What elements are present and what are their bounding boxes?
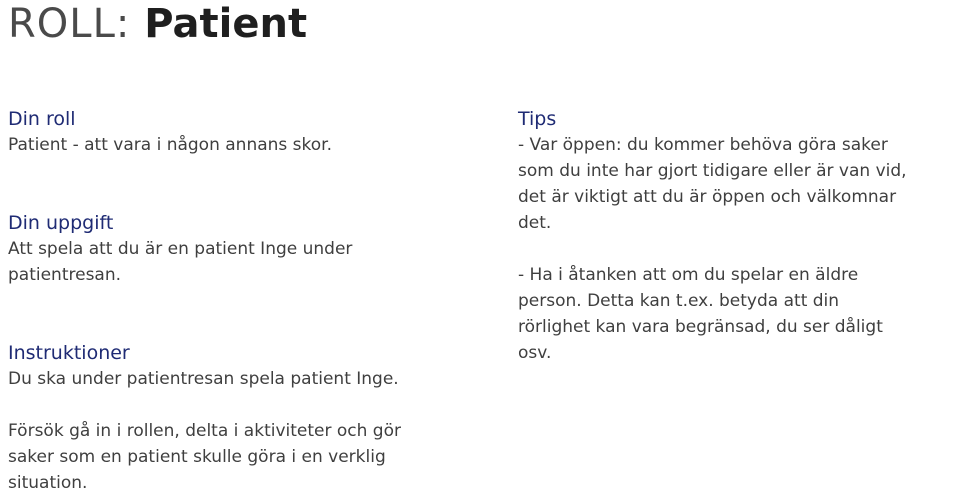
- role-note-line1: Försök gå in i rollen, delta i aktiviteter och gör: [8, 421, 401, 441]
- tip-elderly-line4: osv.: [518, 343, 552, 363]
- page-title: [8, 2, 307, 46]
- tip-open-line4: det.: [518, 213, 552, 233]
- role-note: [8, 418, 478, 496]
- role-note-line2: saker som en patient skulle göra i en verklig: [8, 447, 386, 467]
- tip-elderly-line2: person. Detta kan t.ex. betyda att din: [518, 291, 840, 311]
- tip-elderly-line1: - Ha i åtanken att om du spelar en äldre: [518, 265, 859, 285]
- tip-item-elderly: [518, 262, 948, 366]
- tip-open-line1: - Var öppen: du kommer behöva göra saker: [518, 135, 888, 155]
- heading-instruktioner: Instruktioner: [8, 342, 130, 364]
- heading-din-uppgift: Din uppgift: [8, 212, 114, 234]
- section-din-uppgift: [8, 210, 478, 288]
- tip-open-line3: det är viktigt att du är öppen och välkomnar: [518, 187, 897, 207]
- tips-column: [518, 106, 948, 366]
- page-title-prefix: ROLL:: [8, 1, 131, 47]
- role-note-line3: situation.: [8, 473, 88, 493]
- text-din-uppgift-line1: Att spela att du är en patient Inge under: [8, 239, 353, 259]
- section-instruktioner: [8, 340, 478, 392]
- section-din-roll: [8, 106, 478, 158]
- text-din-uppgift-line2: patientresan.: [8, 265, 122, 285]
- left-column: [8, 106, 478, 392]
- heading-tips: Tips: [518, 108, 557, 130]
- tip-item-open: [518, 132, 948, 236]
- tip-elderly-line3: rörlighet kan vara begränsad, du ser dåligt: [518, 317, 883, 337]
- page-title-role: Patient: [144, 1, 308, 47]
- text-instruktioner: Du ska under patientresan spela patient Inge.: [8, 369, 399, 389]
- tip-open-line2: som du inte har gjort tidigare eller är van vid,: [518, 161, 907, 181]
- text-din-roll: Patient - att vara i någon annans skor.: [8, 135, 333, 155]
- heading-din-roll: Din roll: [8, 108, 76, 130]
